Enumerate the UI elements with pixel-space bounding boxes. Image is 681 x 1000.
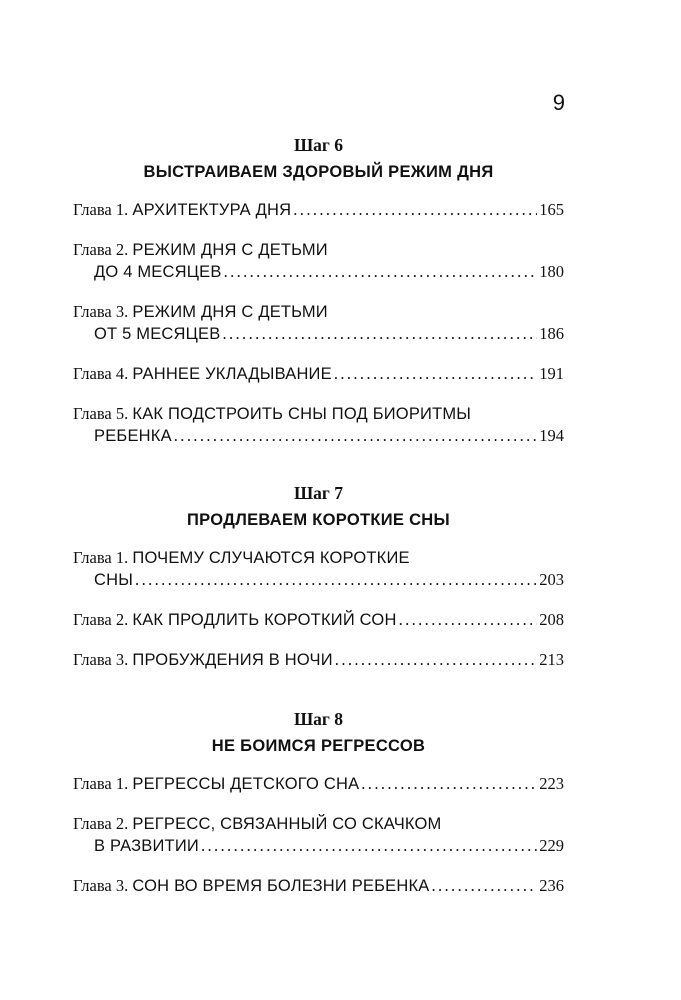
chapter-title: КАК ПОДСТРОИТЬ СНЫ ПОД БИОРИТМЫ [132, 405, 472, 423]
dot-leader [335, 649, 537, 671]
chapter-title: РЕГРЕССЫ ДЕТСКОГО СНА [132, 775, 360, 793]
chapter-title: КАК ПРОДЛИТЬ КОРОТКИЙ СОН [132, 611, 397, 629]
chapter-page-number: 223 [539, 774, 564, 793]
chapter-title: РАННЕЕ УКЛАДЫВАНИЕ [132, 365, 332, 383]
chapter-title-continuation: РЕБЕНКА [94, 427, 172, 445]
dot-leader [361, 773, 537, 795]
chapter-title: РЕГРЕСС, СВЯЗАННЫЙ СО СКАЧКОМ [132, 815, 442, 833]
chapter-title: ПОЧЕМУ СЛУЧАЮТСЯ КОРОТКИЕ [132, 549, 410, 567]
chapter-title: РЕЖИМ ДНЯ С ДЕТЬМИ [132, 241, 328, 259]
chapter-label: Глава 3. [73, 876, 129, 895]
toc-entry[interactable] [73, 609, 564, 631]
dot-leader [431, 875, 537, 897]
chapter-label: Глава 2. [73, 610, 129, 629]
toc-entry[interactable] [73, 301, 564, 345]
chapter-title: РЕЖИМ ДНЯ С ДЕТЬМИ [132, 303, 328, 321]
chapter-page-number: 236 [539, 876, 564, 895]
chapter-list [73, 773, 564, 897]
chapter-page-number: 191 [539, 364, 564, 383]
section-title: ВЫСТРАИВАЕМ ЗДОРОВЫЙ РЕЖИМ ДНЯ [143, 163, 494, 181]
chapter-title-continuation: ОТ 5 МЕСЯЦЕВ [94, 325, 221, 343]
chapter-label: Глава 5. [73, 404, 129, 423]
chapter-title-continuation: В РАЗВИТИИ [94, 837, 199, 855]
chapter-page-number: 213 [539, 650, 564, 669]
section-title: НЕ БОИМСЯ РЕГРЕССОВ [211, 737, 426, 755]
dot-leader [293, 199, 537, 221]
toc-entry[interactable] [73, 649, 564, 671]
chapter-list [73, 547, 564, 671]
chapter-label: Глава 2. [73, 240, 129, 259]
chapter-page-number: 229 [539, 836, 564, 855]
toc-entry[interactable] [73, 813, 564, 857]
dot-leader [224, 261, 538, 283]
chapter-page-number: 208 [539, 610, 564, 629]
dot-leader [135, 569, 537, 591]
toc-section-step-6 [73, 133, 564, 465]
toc-entry[interactable] [73, 403, 564, 447]
section-step-label: Шаг 8 [293, 709, 344, 729]
toc-section-step-7 [73, 481, 564, 689]
chapter-label: Глава 1. [73, 774, 129, 793]
chapter-page-number: 180 [539, 262, 564, 281]
chapter-label: Глава 4. [73, 364, 129, 383]
chapter-title-continuation: ДО 4 МЕСЯЦЕВ [94, 263, 222, 281]
chapter-page-number: 194 [539, 426, 564, 445]
chapter-label: Глава 1. [73, 548, 129, 567]
section-step-label: Шаг 7 [293, 483, 344, 503]
chapter-title: СОН ВО ВРЕМЯ БОЛЕЗНИ РЕБЕНКА [132, 877, 430, 895]
chapter-page-number: 186 [539, 324, 564, 343]
section-step-label: Шаг 6 [293, 135, 344, 155]
chapter-title: АРХИТЕКТУРА ДНЯ [132, 201, 292, 219]
dot-leader [334, 363, 537, 385]
dot-leader [174, 425, 537, 447]
toc-entry[interactable] [73, 547, 564, 591]
toc-entry[interactable] [73, 363, 564, 385]
toc-entry[interactable] [73, 773, 564, 795]
toc-entry[interactable] [73, 199, 564, 221]
chapter-label: Глава 1. [73, 200, 129, 219]
chapter-label: Глава 2. [73, 814, 129, 833]
dot-leader [222, 323, 537, 345]
dot-leader [399, 609, 538, 631]
chapter-label: Глава 3. [73, 650, 129, 669]
chapter-list [73, 199, 564, 447]
chapter-title: ПРОБУЖДЕНИЯ В НОЧИ [132, 651, 333, 669]
dot-leader [201, 835, 537, 857]
chapter-label: Глава 3. [73, 302, 129, 321]
toc-entry[interactable] [73, 875, 564, 897]
chapter-page-number: 165 [539, 200, 564, 219]
page-number: 9 [552, 90, 565, 115]
chapter-page-number: 203 [539, 570, 564, 589]
toc-section-step-8 [73, 707, 564, 915]
section-title: ПРОДЛЕВАЕМ КОРОТКИЕ СНЫ [187, 511, 450, 529]
chapter-title-continuation: СНЫ [94, 571, 134, 589]
toc-entry[interactable] [73, 239, 564, 283]
